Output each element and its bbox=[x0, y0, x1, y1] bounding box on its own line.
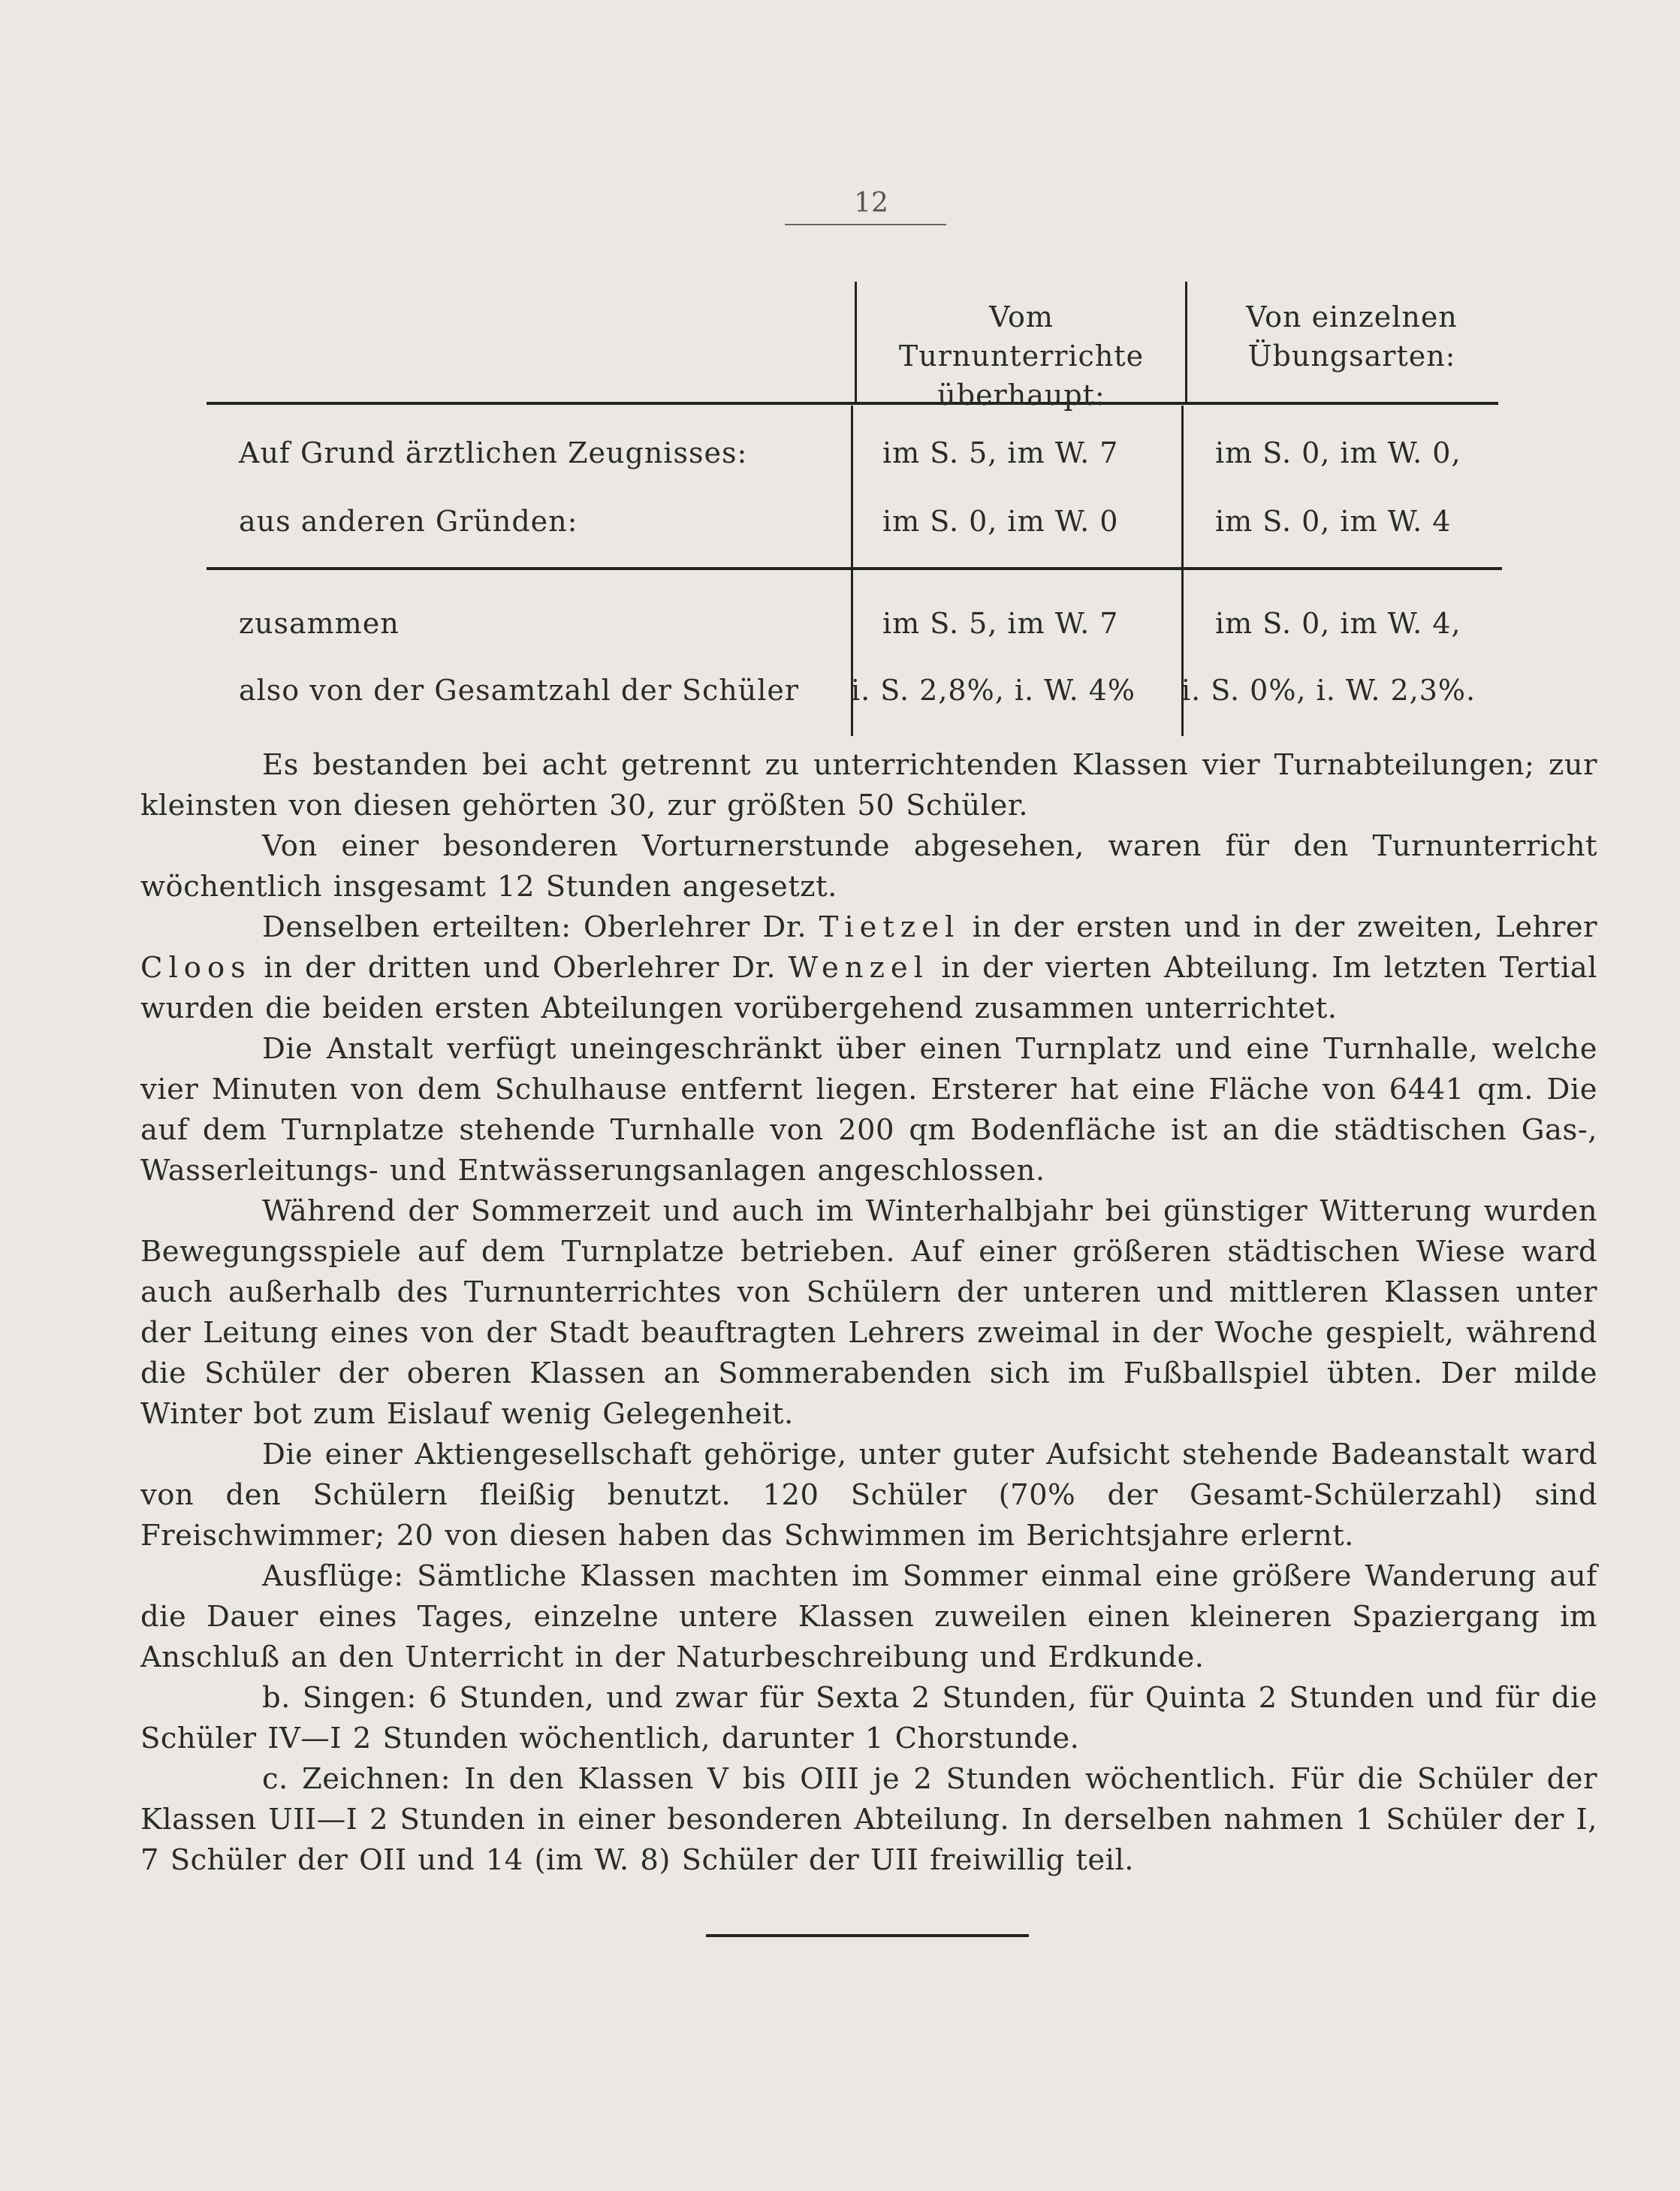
paragraph-gymnastics-groups: Es bestanden bei acht getrennt zu unterrichtenden Klassen vier Turnabteilungen; zur kleinsten von diesen gehörten 30, zur größten 50 Schüler. bbox=[140, 748, 1597, 822]
paragraph-singing: b. Singen: 6 Stunden, und zwar für Sexta 2 Stunden, für Quinta 2 Stunden und für die Schüler IV—I 2 Stunden wöchentlich, darunter 1 Chorstunde. bbox=[140, 1681, 1597, 1755]
table-header-total: Vom Turnunterrichte überhaupt: bbox=[898, 300, 1145, 412]
row-value-total: im S. 0, im W. 0 bbox=[882, 505, 1119, 538]
row-label: Auf Grund ärztlichen Zeugnisses: bbox=[239, 436, 748, 469]
row-label: aus anderen Gründen: bbox=[239, 505, 578, 538]
text-run: in der ersten und in der zweiten, Lehrer bbox=[972, 910, 1597, 944]
table-header-exercises: Von einzelnen Übungsarten: bbox=[1246, 300, 1458, 373]
table-rule-horizontal bbox=[207, 402, 1498, 405]
paragraph-excursions: Ausflüge: Sämtliche Klassen machten im Sommer einmal eine größere Wanderung auf die Dauer eines Tages, einzelne untere Klassen zuweilen einen kleineren Spaziergang im Anschluß an den Unterricht in der Naturbeschreibung und Erdkunde. bbox=[140, 1559, 1597, 1674]
row-value-total: im S. 5, im W. 7 bbox=[882, 607, 1119, 640]
table-rule-vertical-left bbox=[855, 282, 857, 402]
row-value-exercises: im S. 0, im W. 4 bbox=[1215, 505, 1452, 538]
body-text bbox=[140, 745, 1597, 1881]
row-label: zusammen bbox=[239, 607, 400, 640]
row-value-total: i. S. 2,8%, i. W. 4% bbox=[851, 674, 1136, 707]
paragraph-weekly-hours: Von einer besonderen Vorturnerstunde abgesehen, waren für den Turnunterricht wöchentlich insgesamt 12 Stunden angesetzt. bbox=[140, 829, 1597, 904]
page-number: 12 bbox=[854, 188, 888, 219]
row-value-exercises: im S. 0, im W. 4, bbox=[1215, 607, 1461, 640]
text-run: Denselben erteilten: Oberlehrer Dr. bbox=[262, 910, 807, 944]
teacher-name: Wenzel bbox=[788, 951, 929, 985]
row-value-total: im S. 5, im W. 7 bbox=[882, 436, 1119, 469]
text-run: in der dritten und Oberlehrer Dr. bbox=[264, 951, 777, 985]
teacher-name: Cloos bbox=[140, 951, 252, 985]
paragraph-drawing: c. Zeichnen: In den Klassen V bis OIII je 2 Stunden wöchentlich. Für die Schüler der Klassen UII—I 2 Stunden in einer besonderen Abteilung. In derselben nahmen 1 Schüler der I, 7 Schüler der OII und 14 (im W. 8) Schüler der UII freiwillig teil. bbox=[140, 1762, 1597, 1877]
row-label: also von der Gesamtzahl der Schüler bbox=[239, 674, 800, 707]
page-number-rule bbox=[785, 224, 946, 225]
row-value-exercises: im S. 0, im W. 0, bbox=[1215, 436, 1461, 469]
paragraph-games: Während der Sommerzeit und auch im Winterhalbjahr bei günstiger Witterung wurden Bewegungsspiele auf dem Turnplatze betrieben. Auf einer größeren städtischen Wiese ward auch außerhalb des Turnunterrichtes von Schülern der unteren und mittleren Klassen unter der Leitung eines von der Stadt beauftragten Lehrers zweimal in der Woche gespielt, während die Schüler der oberen Klassen an Sommerabenden sich im Fußballspiel übten. Der milde Winter bot zum Eislauf wenig Gelegenheit. bbox=[140, 1194, 1597, 1431]
paragraph-teachers bbox=[140, 907, 1597, 1029]
table-rule-horizontal bbox=[207, 567, 1502, 570]
end-rule bbox=[706, 1934, 1029, 1937]
paragraph-swimming: Die einer Aktiengesellschaft gehörige, unter guter Aufsicht stehende Badeanstalt ward von den Schülern fleißig benutzt. 120 Schüler (70% der Gesamt-Schülerzahl) sind Freischwimmer; 20 von diesen haben das Schwimmen im Berichtsjahre erlernt. bbox=[140, 1438, 1597, 1553]
paragraph-facilities: Die Anstalt verfügt uneingeschränkt über einen Turnplatz und eine Turnhalle, welche vier Minuten von dem Schulhause entfernt liegen. Ersterer hat eine Fläche von 6441 qm. Die auf dem Turnplatze stehende Turnhalle von 200 qm Bodenfläche ist an die städtischen Gas-, Wasserleitungs- und Entwässerungsanlagen angeschlossen. bbox=[140, 1032, 1597, 1188]
teacher-name: Tietzel bbox=[819, 910, 961, 944]
text-run: in der vierten Abteilung. Im letzten Tertial wurden die beiden ersten Abteilungen vorübergehend zusammen unterrichtet. bbox=[140, 951, 1597, 1025]
row-value-exercises: i. S. 0%, i. W. 2,3%. bbox=[1181, 674, 1476, 707]
table-rule-vertical-right bbox=[1185, 282, 1187, 402]
